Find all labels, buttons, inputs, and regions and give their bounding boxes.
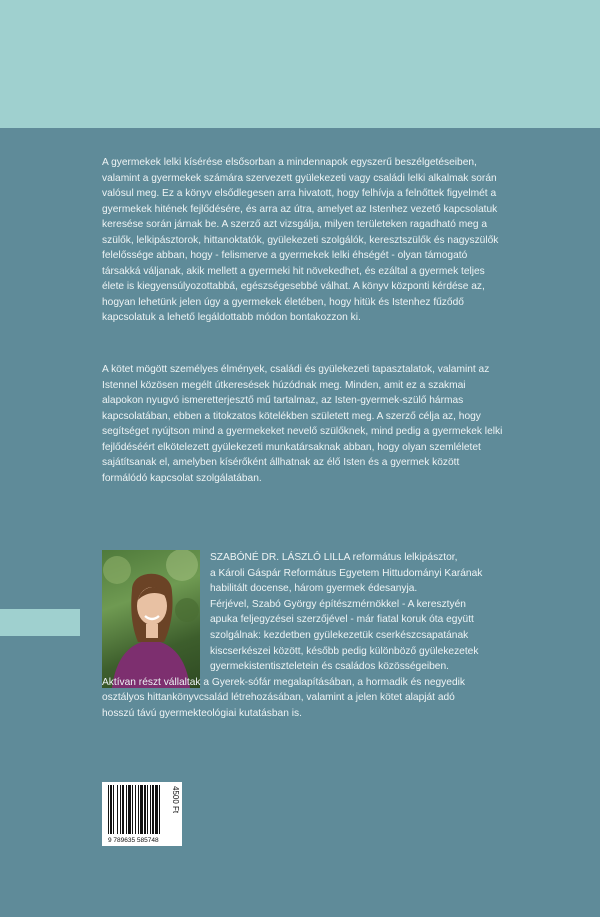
bio-line: gyermekistentiszteletein és családos közösségeiben. bbox=[210, 661, 449, 673]
bio-line: SZABÓNÉ DR. LÁSZLÓ LILLA református lelkipásztor, bbox=[210, 552, 458, 563]
bio-line: habilitált docense, három gyermek édesanyja. bbox=[210, 583, 418, 595]
bio-line: hosszú távú gyermekteológiai kutatásban is. bbox=[102, 707, 302, 719]
bio-line: kiscserkészei között, később pedig különböző gyülekezetek bbox=[210, 645, 479, 657]
bio-line: a Károli Gáspár Református Egyetem Hittudományi Karának bbox=[210, 567, 483, 579]
bio-line: Férjével, Szabó György építészmérnökkel - A keresztyén bbox=[210, 598, 466, 610]
description-paragraph-2: A kötet mögött személyes élmények, családi és gyülekezeti tapasztalatok, valamint az Istennel közösen megélt útkeresések húzódnak meg. Minden, amit ez a szakmai alapokon nyugvó ismeretterjesztő mű tartalmaz, az Isten-gyermek-szülő hármas kapcsolatában, ebben a titokzatos kötelékben született meg. A szerző célja az, hogy segítséget nyújtson mind a gyermekeket nevelő szülőknek, mind pedig a gyermekek lelki fejlődéséért elkötelezett gyülekezeti munkatársaknak abban, hogy olyan szemléletet sajátítsanak el, amelyben kísérőként állhatnak az élő Isten és a gyermek között formálódó kapcsolat szolgálatában. bbox=[102, 364, 503, 484]
description-paragraph-1: A gyermekek lelki kísérése elsősorban a mindennapok egyszerű beszélgetéseiben, valamint a gyermekek számára szervezett gyülekezeti vagy családi lelki alkalmak során valósul meg. Ez a könyv elsődlegesen arra hivatott, hogy felhívja a felnőttek figyelmét a gyermekek hitének fejlődésére, és arra az útra, amelyet az Istenhez vezető kapcsolatuk keresése során járnak be. A szerző azt vizsgálja, milyen területeken ragadható meg a szülők, lelkipásztorok, hittanoktatók, gyülekezeti szolgálók, keresztszülők és nagyszülők felelőssége abban, hogy - felismerve a gyermekek lelki éhségét - olyan támogató társakká váljanak, akik mellett a gyermeki hit növekedhet, és ezáltal a gyermek teljes élete is kiegyensúlyozottabbá, egészségesebbé válhat. A könyv központi kérdése az, hogyan lehetünk jelen úgy a gyermekek életében, hogy hitük és Istenhez fűződő kapcsolatuk a lehető legáldottabb módon bontakozzon ki. bbox=[102, 157, 499, 323]
isbn-barcode bbox=[102, 782, 182, 846]
bio-line: Aktívan részt vállaltak a Gyerek-sófár megalapításában, a hormadik és negyedik bbox=[102, 676, 465, 688]
price-label: 4500 Ft bbox=[171, 786, 180, 814]
top-color-band bbox=[0, 0, 600, 128]
bio-line: szolgálnak: kezdetben gyülekezetük cserkészcsapatának bbox=[210, 629, 469, 641]
author-bio bbox=[102, 550, 506, 722]
bio-line: osztályos hittankönyvcsalád létrehozásában, valamint a jelen kötet alapját adó bbox=[102, 692, 455, 704]
bio-line: apuka feljegyzései szerzőjével - már fiatal koruk óta együtt bbox=[210, 614, 474, 626]
side-color-tab bbox=[0, 609, 80, 636]
barcode-bars bbox=[108, 785, 160, 834]
barcode-digits: 9 789635 585748 bbox=[108, 837, 159, 844]
